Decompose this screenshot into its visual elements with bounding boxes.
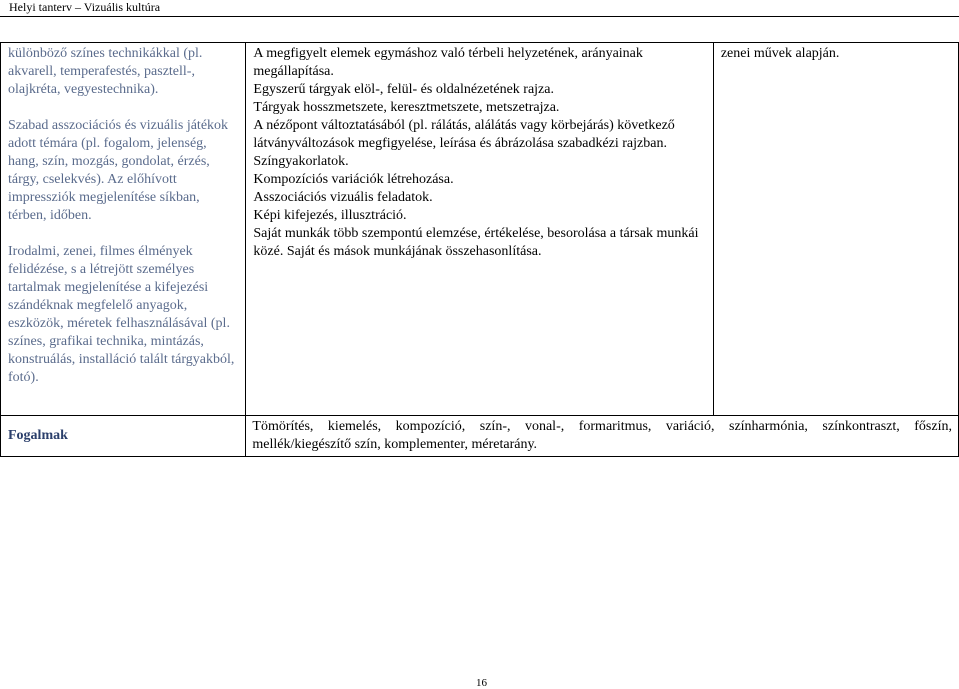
task-line: Asszociációs vizuális feladatok. bbox=[253, 190, 433, 205]
table-row-concepts bbox=[1, 416, 959, 457]
paragraph-associations: Szabad asszociációs és vizuális játékok adott témára (pl. fogalom, jelenség, hang, szín, mozgás, gondolat, érzés, tárgy, cselekvés). Az előhívott impressziók megjelenítése síkban, térben, időben. bbox=[8, 118, 229, 223]
notes-text: zenei művek alapján. bbox=[720, 46, 840, 61]
activities-cell bbox=[1, 43, 246, 416]
page-number: 16 bbox=[476, 677, 487, 689]
header-divider bbox=[0, 16, 959, 17]
task-line: Egyszerű tárgyak elöl-, felül- és oldalnézetének rajza. bbox=[253, 82, 554, 97]
task-line: Színgyakorlatok. bbox=[253, 154, 349, 169]
task-line: Tárgyak hosszmetszete, keresztmetszete, metszetrajza. bbox=[253, 100, 560, 115]
tasks-cell bbox=[246, 43, 713, 416]
running-header: Helyi tanterv – Vizuális kultúra bbox=[9, 0, 161, 14]
paragraph-techniques: különböző színes technikákkal (pl. akvarell, temperafestés, pasztell-, olajkréta, vegyestechnika). bbox=[8, 46, 203, 97]
task-line: Képi kifejezés, illusztráció. bbox=[253, 208, 407, 223]
concepts-text-cell bbox=[246, 416, 959, 457]
concepts-text: Tömörítés, kiemelés, kompozíció, szín-, vonal-, formaritmus, variáció, színharmónia, színkontraszt, főszín, mellék/kiegészítő szín, komplementer, méretarány. bbox=[252, 419, 952, 452]
task-line: A nézőpont változtatásából (pl. rálátás, alálátás vagy körbejárás) következő látványváltozások megfigyelése, leírása és ábrázolása szabadkézi rajzban. bbox=[253, 118, 675, 151]
notes-cell bbox=[713, 43, 958, 416]
curriculum-table bbox=[0, 42, 959, 457]
paragraph-experiences: Irodalmi, zenei, filmes élmények felidézése, s a létrejött személyes tartalmak megjelenítése a kifejezési szándéknak megfelelő anyagok, eszközök, méretek felhasználásával (pl. színes, grafikai technika, mintázás, konstruálás, installáció talált tárgyakból, fotó). bbox=[8, 244, 235, 385]
task-line: Kompozíciós variációk létrehozása. bbox=[253, 172, 454, 187]
concepts-label: Fogalmak bbox=[8, 428, 68, 443]
task-line: Saját munkák több szempontú elemzése, értékelése, besorolása a társak munkái közé. Saját és mások munkájának összehasonlítása. bbox=[253, 226, 699, 259]
table-row-content bbox=[1, 43, 959, 416]
task-line: A megfigyelt elemek egymáshoz való térbeli helyzetének, arányainak megállapítása. bbox=[253, 46, 643, 79]
concepts-label-cell bbox=[1, 416, 246, 457]
